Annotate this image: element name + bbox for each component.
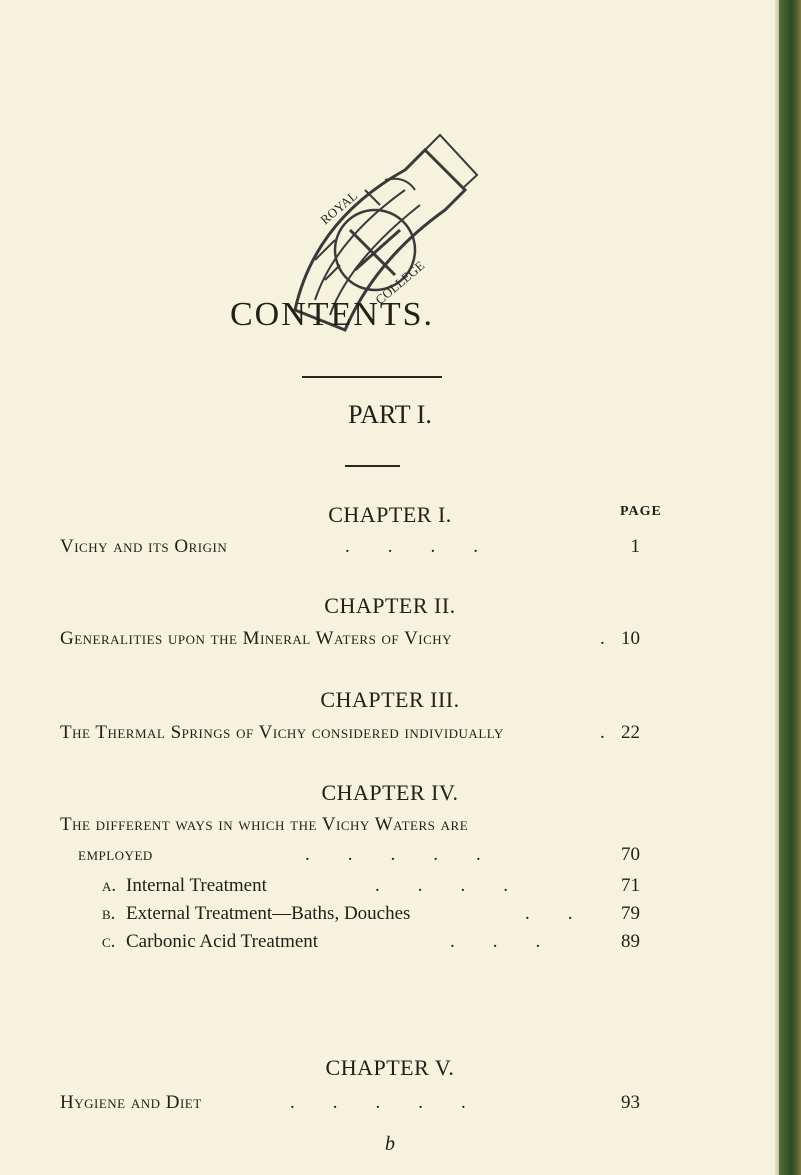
part-title: PART I. (348, 400, 432, 429)
chapter-heading: CHAPTER I. (328, 502, 452, 527)
toc-page-number[interactable]: 1 (630, 536, 640, 557)
leader-dots: . . . . . (305, 844, 481, 865)
toc-subentry-letter: c. (102, 931, 116, 952)
chapter-heading: CHAPTER III. (320, 687, 460, 712)
toc-subentry-title[interactable]: Carbonic Acid Treatment (126, 931, 319, 952)
chapter-heading: CHAPTER IV. (321, 780, 459, 805)
svg-text:ROYAL: ROYAL (317, 187, 361, 228)
leader-dots: . (600, 722, 605, 743)
toc-page-number[interactable]: 10 (621, 628, 640, 649)
page-column-label: PAGE (620, 504, 662, 519)
toc-page-number[interactable]: 79 (621, 903, 640, 924)
toc-entry-title[interactable]: Hygiene and Diet (60, 1092, 202, 1113)
toc-subentry-title[interactable]: External Treatment—Baths, Douches (126, 903, 411, 924)
leader-dots: . . . . (345, 536, 478, 557)
leader-dots: . (600, 628, 605, 649)
signature-mark: b (385, 1133, 395, 1155)
toc-subentry-title[interactable]: Internal Treatment (126, 875, 267, 896)
divider (345, 465, 400, 467)
book-binding (779, 0, 801, 1175)
contents-title: CONTENTS. (230, 296, 435, 333)
toc-page-number[interactable]: 93 (621, 1092, 640, 1113)
chapter-heading: CHAPTER V. (325, 1055, 455, 1080)
svg-text:COLLEGE: COLLEGE (372, 257, 428, 308)
toc-entry-title[interactable]: Generalities upon the Mineral Waters of Vichy (60, 628, 453, 649)
toc-entry-title-continued[interactable]: employed (78, 844, 153, 865)
toc-entry-title[interactable]: The Thermal Springs of Vichy considered individually (60, 722, 504, 743)
leader-dots: . . . . (375, 875, 508, 896)
toc-page-number[interactable]: 22 (621, 722, 640, 743)
toc-page-number[interactable]: 89 (621, 931, 640, 952)
toc-subentry-letter: a. (102, 875, 117, 896)
leader-dots: . . . (450, 931, 541, 952)
toc-entry-title[interactable]: The different ways in which the Vichy Waters are (60, 814, 469, 835)
toc-subentry-letter: b. (102, 903, 116, 924)
leader-dots: . . (525, 903, 573, 924)
chapter-heading: CHAPTER II. (324, 593, 456, 618)
toc-page-number[interactable]: 71 (621, 875, 640, 896)
toc-entry-title[interactable]: Vichy and its Origin (60, 536, 228, 557)
divider (302, 376, 442, 378)
leader-dots: . . . . . (290, 1092, 466, 1113)
toc-page-number[interactable]: 70 (621, 844, 640, 865)
